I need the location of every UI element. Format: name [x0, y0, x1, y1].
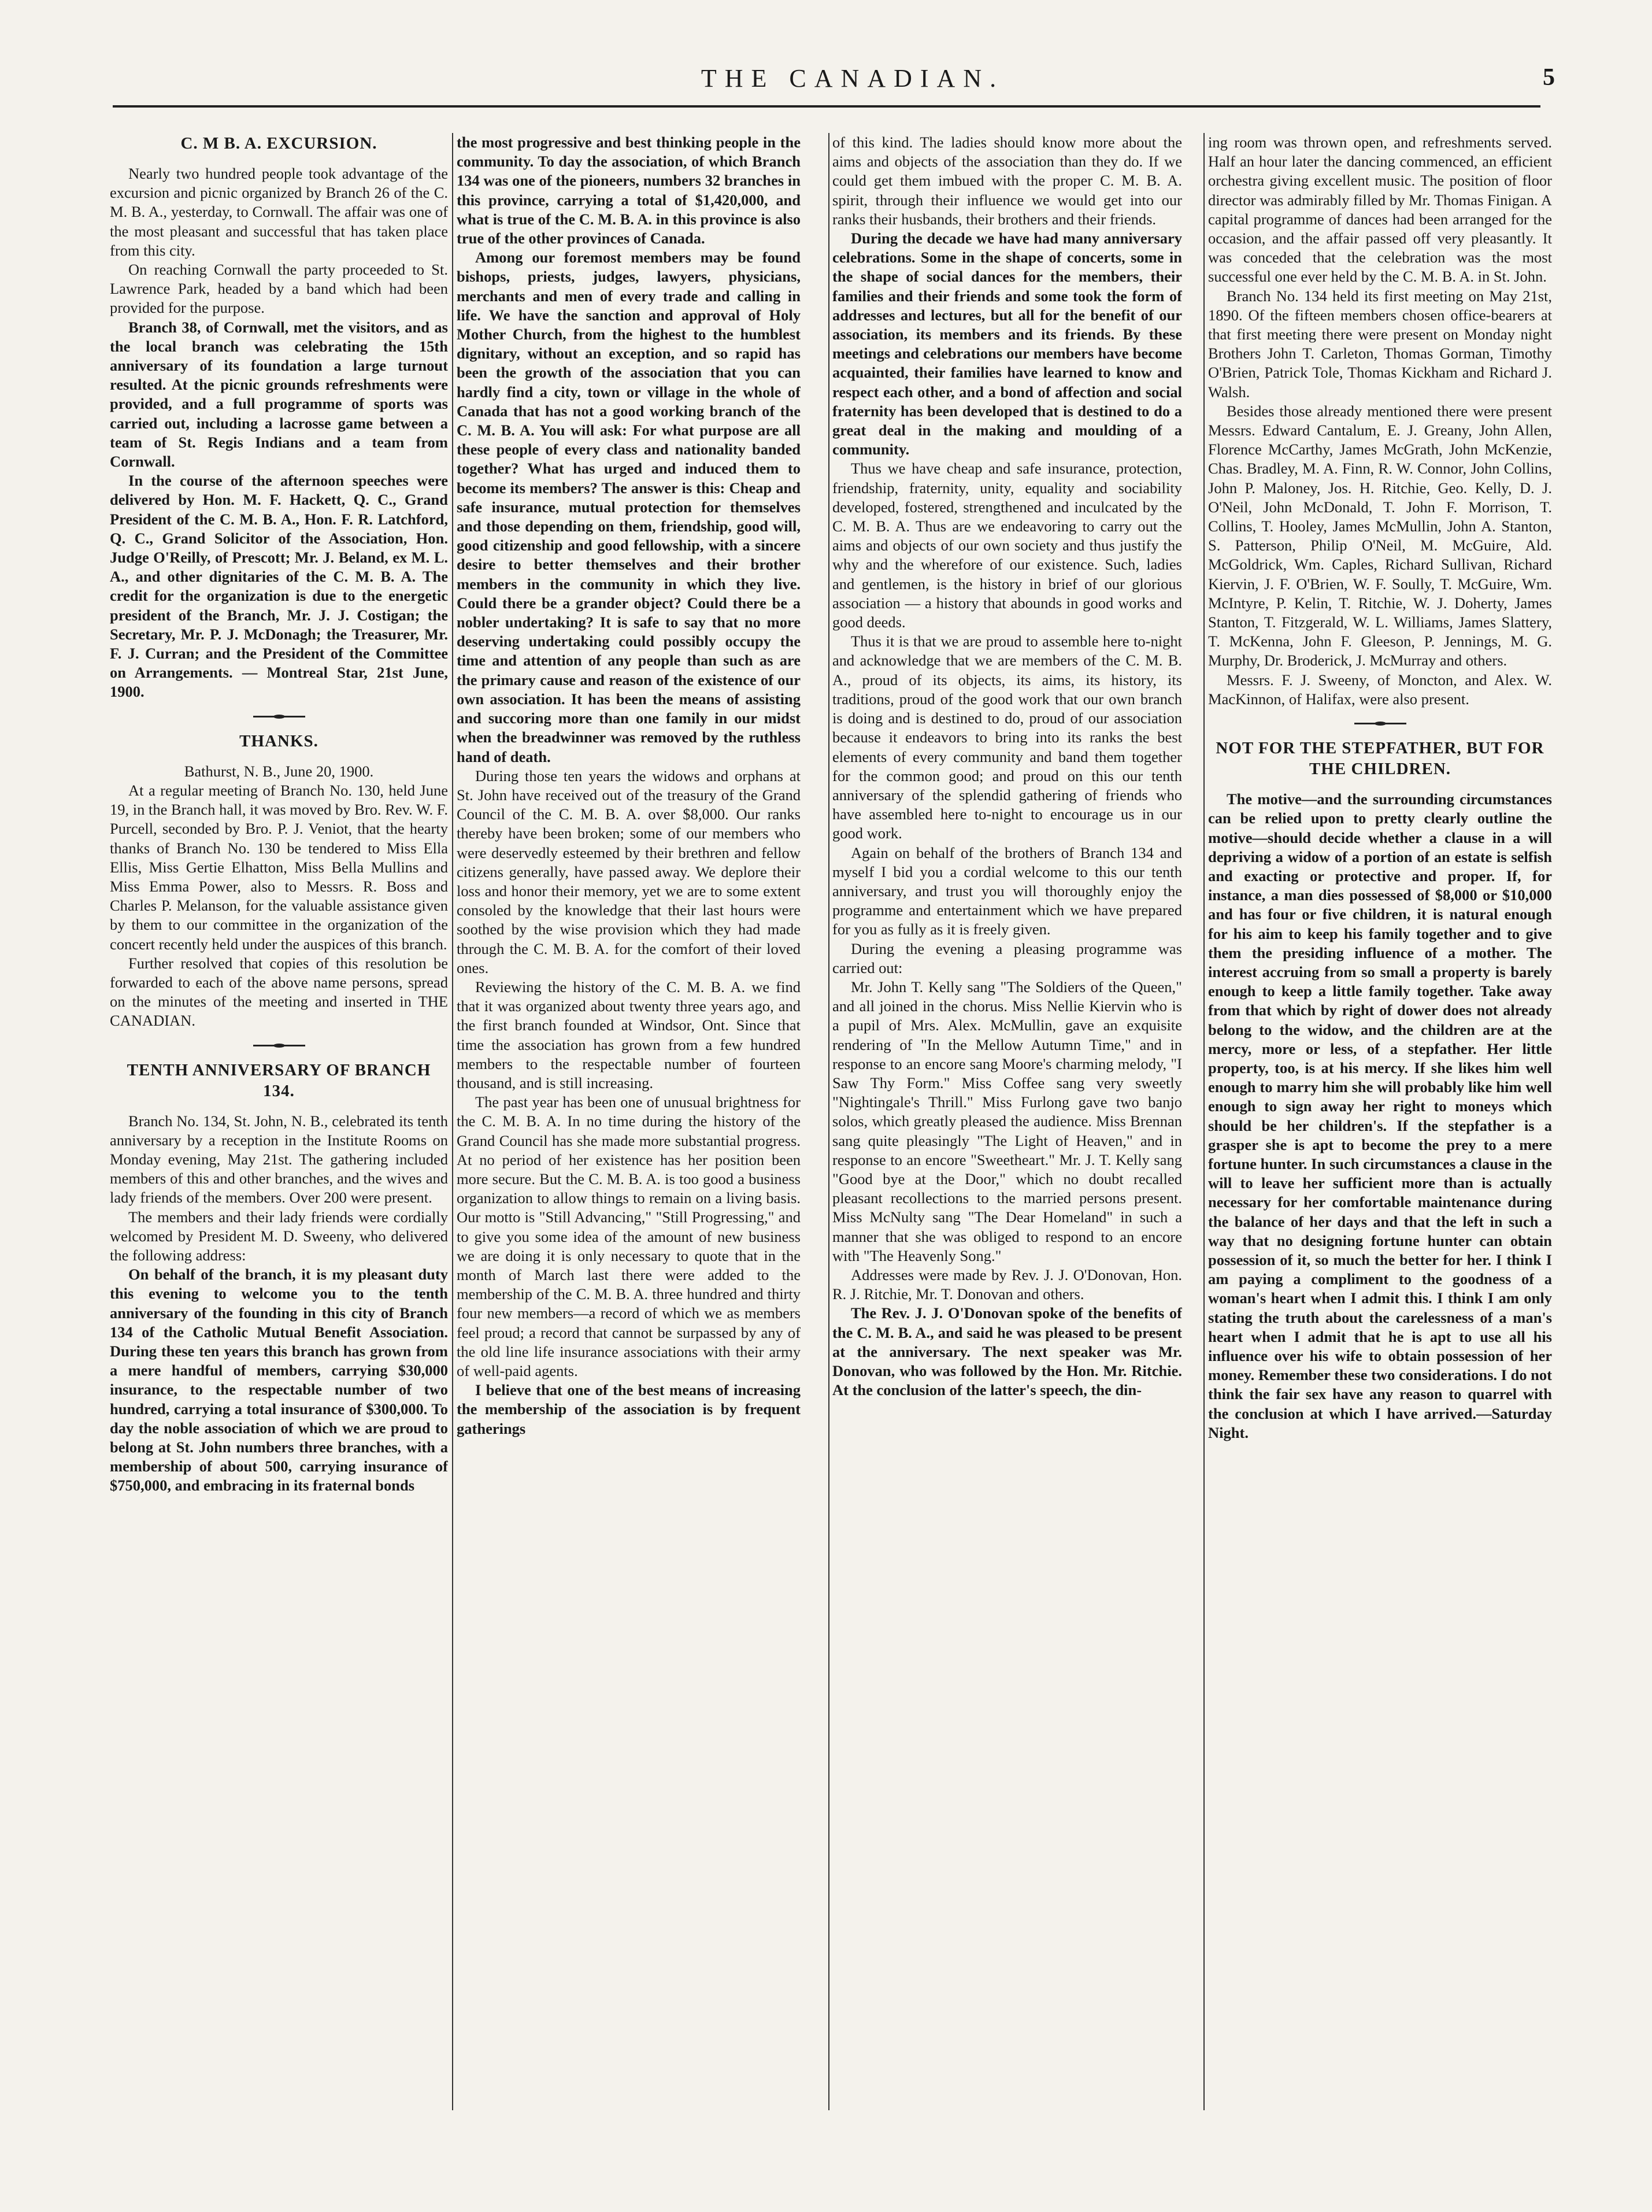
- article-paragraph: During the evening a pleasing programme was carried out:: [832, 939, 1182, 976]
- article-paragraph: of this kind. The ladies should know more about the aims and objects of the association than they do. If we could get them imbued with the proper C. M. B. A. spirit, through their influence we would get into our ranks their husbands, their brothers and their friends.: [832, 134, 1182, 228]
- article-paragraph: ing room was thrown open, and refreshments served. Half an hour later the dancing commenced, an efficient orchestra giving excellent music. The position of floor director was admirably filled by Mr. Thomas Finigan. A capital programme of dances had been arranged for the occasion, and the affair passed off very pleasantly. It was conceded that the celebration was the most successful one ever held by the C. M. B. A. in St. John.: [1208, 134, 1552, 286]
- column-rule: [828, 133, 829, 2110]
- dateline: Bathurst, N. B., June 20, 1900.: [184, 762, 374, 780]
- newspaper-title: THE CANADIAN.: [701, 64, 1005, 93]
- article-paragraph: Thus we have cheap and safe insurance, protection, friendship, fraternity, unity, equality and sociability developed, fostered, strengthened and inculcated by the C. M. B. A. Thus are we endeavoring to carry out the aims and objects of our own society and thus justify the why and the wherefore of our existence. Such, ladies and gentlemen, is the history in brief of our glorious association — a history that abounds in good works and good deeds.: [832, 460, 1182, 631]
- article-paragraph: On reaching Cornwall the party proceeded to St. Lawrence Park, headed by a band which had been provided for the purpose.: [110, 261, 448, 317]
- article-paragraph: Besides those already mentioned there were present Messrs. Edward Cantalum, E. J. Greany, John Allen, Florence McCarthy, James McGrath, John McKenzie, Chas. Bradley, M. A. Finn, R. W. Connor, John Collins, John P. Maloney, Jos. H. Ritchie, Geo. Kelly, D. J. O'Neil, John McDonald, T. John F. Morrison, T. Collins, T. Hooley, James McMullin, John A. Stanton, S. Patterson, Philip O'Neil, M. McGuire, Ald. McGoldrick, Wm. Caples, Richard Sullivan, Richard Kiervin, J. F. O'Brien, W. F. Soully, T. McGuire, Wm. McIntyre, P. Kelin, T. Ritchie, W. J. Doherty, James Stanton, T. Fitzgerald, W. L. Williams, James Slattery, T. McKenna, John F. Gleeson, P. Jennings, M. G. Murphy, Dr. Broderick, J. McMurray and others.: [1208, 402, 1552, 669]
- column-2: [457, 133, 801, 2139]
- article-paragraph: During those ten years the widows and orphans at St. John have received out of the treasury of the Grand Council of the C. M. B. A. over $8,000. Our ranks thereby have been broken; some of our members who were deservedly esteemed by their brethren and fellow citizens generally, have passed away. We deplore their loss and honor their memory, yet we are to some extent consoled by the knowledge that their last hours were soothed by the wise provision which they had made through the C. M. B. A. for the comfort of their loved ones.: [457, 767, 801, 976]
- article-paragraph: Further resolved that copies of this resolution be forwarded to each of the above name persons, spread on the minutes of the meeting and inserted in THE CANADIAN.: [110, 954, 448, 1030]
- column-rule: [1203, 133, 1205, 2110]
- section-divider: [253, 715, 305, 718]
- article-paragraph: Branch No. 134, St. John, N. B., celebrated its tenth anniversary by a reception in the Institute Rooms on Monday evening, May 21st. The gathering included members of this and other branches, and the wives and lady friends of the members. Over 200 were present.: [110, 1112, 448, 1207]
- article-title-thanks: THANKS.: [239, 731, 318, 750]
- article-paragraph: The Rev. J. J. O'Donovan spoke of the benefits of the C. M. B. A., and said he was pleased to be present at the anniversary. The next speaker was Mr. Donovan, who was followed by the Hon. Mr. Ritchie. At the conclusion of the latter's speech, the din-: [832, 1304, 1182, 1399]
- article-title-excursion: C. M B. A. EXCURSION.: [180, 134, 377, 153]
- article-paragraph: Nearly two hundred people took advantage of the excursion and picnic organized by Branch 26 of the C. M. B. A., yesterday, to Cornwall. The affair was one of the most pleasant and successful that has taken place from this city.: [110, 165, 448, 259]
- article-paragraph: Thus it is that we are proud to assemble here to-night and acknowledge that we are members of the C. M. B. A., proud of its objects, its aims, its history, its traditions, proud of the good work that our own branch is doing and is destined to do, proud of our association because it endeavors to bring into its ranks the best elements of every community and band them together for the common good; and proud on this our tenth anniversary of the splendid gathering of friends who have assembled here to-night to encourage us in our good work.: [832, 632, 1182, 842]
- article-paragraph: The motive—and the surrounding circumstances can be relied upon to pretty clearly outline the motive—should decide whether a clause in a will depriving a widow of a portion of an estate is selfish and exacting or protective and proper. If, for instance, a man dies possessed of $8,000 or $10,000 and has four or five children, it is natural enough for his aim to keep his family together and to give them the presiding influence of a mother. The interest accruing from so small a property is barely enough to keep a little family together. Take away from that which by right of dower does not already belong to the widow, and the children are at the mercy, more or less, of a stepfather. Her little property, too, is at his mercy. If she likes him well enough to marry him she will probably like him well enough to sign away her right to moneys which should be her children's. If the stepfather is a grasper she is apt to become the prey to a mere fortune hunter. In such circumstances a clause in the will to leave her sufficient more than is actually necessary for her comfortable maintenance during the balance of her days and that the left in such a way that no designing fortune hunter can obtain possession of it, so much the better for her. I think I am paying a compliment to the goodness of a woman's heart when I admit this. I think I am only stating the truth about the carelessness of a man's heart when I admit that he is apt to use all his influence over his wife to obtain possession of her money. Remember these two considerations. I do not think the fair sex have any reason to quarrel with the conclusion at which I have arrived.—Saturday Night.: [1208, 790, 1552, 1441]
- article-paragraph: Branch 38, of Cornwall, met the visitors, and as the local branch was celebrating the 15th anniversary of its foundation a large turnout resulted. At the picnic grounds refreshments were provided, and a full programme of sports was carried out, including a lacrosse game between a team of St. Regis Indians and a team from Cornwall.: [110, 318, 448, 471]
- article-paragraph: Branch No. 134 held its first meeting on May 21st, 1890. Of the fifteen members chosen office-bearers at that first meeting there were present on Monday night Brothers John T. Carleton, Thomas Gorman, Timothy O'Brien, Patrick Tole, Thomas Kickham and Richard J. Walsh.: [1208, 287, 1552, 401]
- article-paragraph: The members and their lady friends were cordially welcomed by President M. D. Sweeny, who delivered the following address:: [110, 1208, 448, 1264]
- section-divider: [253, 1044, 305, 1047]
- column-3: [832, 133, 1182, 2139]
- article-paragraph: In the course of the afternoon speeches were delivered by Hon. M. F. Hackett, Q. C., Grand President of the C. M. B. A., Hon. F. R. Latchford, Q. C., Grand Solicitor of the Association, Hon. Judge O'Reilly, of Prescott; Mr. J. Beland, ex M. L. A., and other dignitaries of the C. M. B. A. The credit for the organization is due to the energetic president of the Branch, Mr. J. J. Costigan; the Secretary, Mr. P. J. McDonagh; the Treasurer, Mr. F. J. Curran; and the President of the Committee on Arrangements. — Montreal Star, 21st June, 1900.: [110, 472, 448, 701]
- article-paragraph: The past year has been one of unusual brightness for the C. M. B. A. In no time during the history of the Grand Council has she made more substantial progress. At no period of her existence has her position been more secure. But the C. M. B. A. is too good a business organization to allow things to remain on a living basis. Our motto is "Still Advancing," "Still Progressing," and to give you some idea of the amount of new business we are doing it is only necessary to quote that in the month of March last there were added to the membership of the C. M. B. A. three hundred and thirty four new members—a record of which we as members feel proud; a record that cannot be surpassed by any of the old line life insurance associations with their army of well-paid agents.: [457, 1093, 801, 1379]
- article-paragraph: Again on behalf of the brothers of Branch 134 and myself I bid you a cordial welcome to this our tenth anniversary, and trust you will thoroughly enjoy the programme and entertainment which we have prepared for you as fully as it is freely given.: [832, 844, 1182, 938]
- column-4: [1208, 133, 1552, 2139]
- article-paragraph: Messrs. F. J. Sweeny, of Moncton, and Alex. W. MacKinnon, of Halifax, were also present.: [1208, 671, 1552, 708]
- article-paragraph: During the decade we have had many anniversary celebrations. Some in the shape of concerts, some in the shape of social dances for the members, their families and their friends and some took the form of addresses and lectures, but all for the benefit of our association, its members and its friends. By these meetings and celebrations our members have become acquainted, their families have learned to know and respect each other, and a bond of affection and social fraternity has been developed that is destined to do a great deal in the making and moulding of a community.: [832, 230, 1182, 458]
- article-paragraph: the most progressive and best thinking people in the community. To day the association, of which Branch 134 was one of the pioneers, numbers 32 branches in this province, carrying a total of $1,420,000, and what is true of the C. M. B. A. in this province is also true of the other provinces of Canada.: [457, 134, 801, 247]
- article-paragraph: Reviewing the history of the C. M. B. A. we find that it was organized about twenty three years ago, and the first branch founded at Windsor, Ont. Since that time the association has grown from a few hundred members to the respectable number of fourteen thousand, and is still increasing.: [457, 978, 801, 1092]
- article-title-stepfather: NOT FOR THE STEPFATHER, BUT FOR THE CHILDREN.: [1216, 739, 1544, 779]
- article-paragraph: Mr. John T. Kelly sang "The Soldiers of the Queen," and all joined in the chorus. Miss Nellie Kiervin who is a pupil of Mrs. Alex. McMullin, gave an exquisite rendering of "In the Mellow Autumn Time," and in response to an encore sang Moore's charming melody, "I Saw Thy Form." Miss Coffee sang very sweetly "Nightingale's Thrill." Miss Furlong gave two banjo solos, which greatly pleased the audience. Miss Brennan sang quite pleasingly "The Light of Heaven," and in response to an encore "Sweetheart." Mr. J. T. Kelly sang "Good bye at the Door," which no doubt recalled pleasant recollections to the married persons present. Miss McNulty sang "The Dear Homeland" in such a manner that she was obliged to respond to an encore with "The Heavenly Song.": [832, 978, 1182, 1264]
- column-1: [110, 133, 448, 2139]
- article-paragraph: At a regular meeting of Branch No. 130, held June 19, in the Branch hall, it was moved by Bro. Rev. W. F. Purcell, seconded by Bro. P. J. Veniot, that the hearty thanks of Branch No. 130 be tendered to Miss Ella Ellis, Miss Gertie Elhatton, Miss Bella Mullins and Miss Emma Power, also to Messrs. R. Boss and Charles P. Melanson, for the valuable assistance given by them to our committee in the organization of the concert recently held under the auspices of this branch.: [110, 781, 448, 953]
- article-paragraph: Addresses were made by Rev. J. J. O'Donovan, Hon. R. J. Ritchie, Mr. T. Donovan and others.: [832, 1266, 1182, 1303]
- article-paragraph: Among our foremost members may be found bishops, priests, judges, lawyers, physicians, merchants and men of every trade and calling in life. We have the sanction and approval of Holy Mother Church, from the highest to the humblest dignitary, without an exception, and so rapid has been the growth of the association that you can hardly find a city, town or village in the whole of Canada that has not a good working branch of the C. M. B. A. You will ask: For what purpose are all these people of every class and nationality banded together? What has urged and induced them to become its members? The answer is this: Cheap and safe insurance, mutual protection for themselves and those depending on them, friendship, good will, good citizenship and good fellowship, with a sincere desire to better themselves and their brother members in the community in which they live. Could there be a grander object? Could there be a nobler undertaking? It is safe to say that no more deserving undertaking could possibly occupy the time and attention of any people than such as are the primary cause and reason of the existence of our own association. It has been the means of assisting and succoring more than one family in our midst when the breadwinner was removed by the ruthless hand of death.: [457, 249, 801, 765]
- column-rule: [452, 133, 453, 2110]
- header-rule: [113, 105, 1540, 108]
- article-paragraph: I believe that one of the best means of increasing the membership of the association is by frequent gatherings: [457, 1381, 801, 1437]
- page-number: 5: [1543, 64, 1555, 91]
- article-title-anniversary: TENTH ANNIVERSARY OF BRANCH 134.: [127, 1060, 431, 1100]
- section-divider: [1354, 722, 1406, 725]
- article-paragraph: On behalf of the branch, it is my pleasant duty this evening to welcome you to the tenth anniversary of the founding in this city of Branch 134 of the Catholic Mutual Benefit Association. During these ten years this branch has grown from a mere handful of members, carrying $30,000 insurance, to the respectable number of two hundred, carrying a total insurance of $300,000. To day the noble association of which we are proud to belong at St. John numbers three branches, with a membership of about 500, carrying insurance of $750,000, and embracing in its fraternal bonds: [110, 1266, 448, 1495]
- page-header: [150, 64, 1555, 116]
